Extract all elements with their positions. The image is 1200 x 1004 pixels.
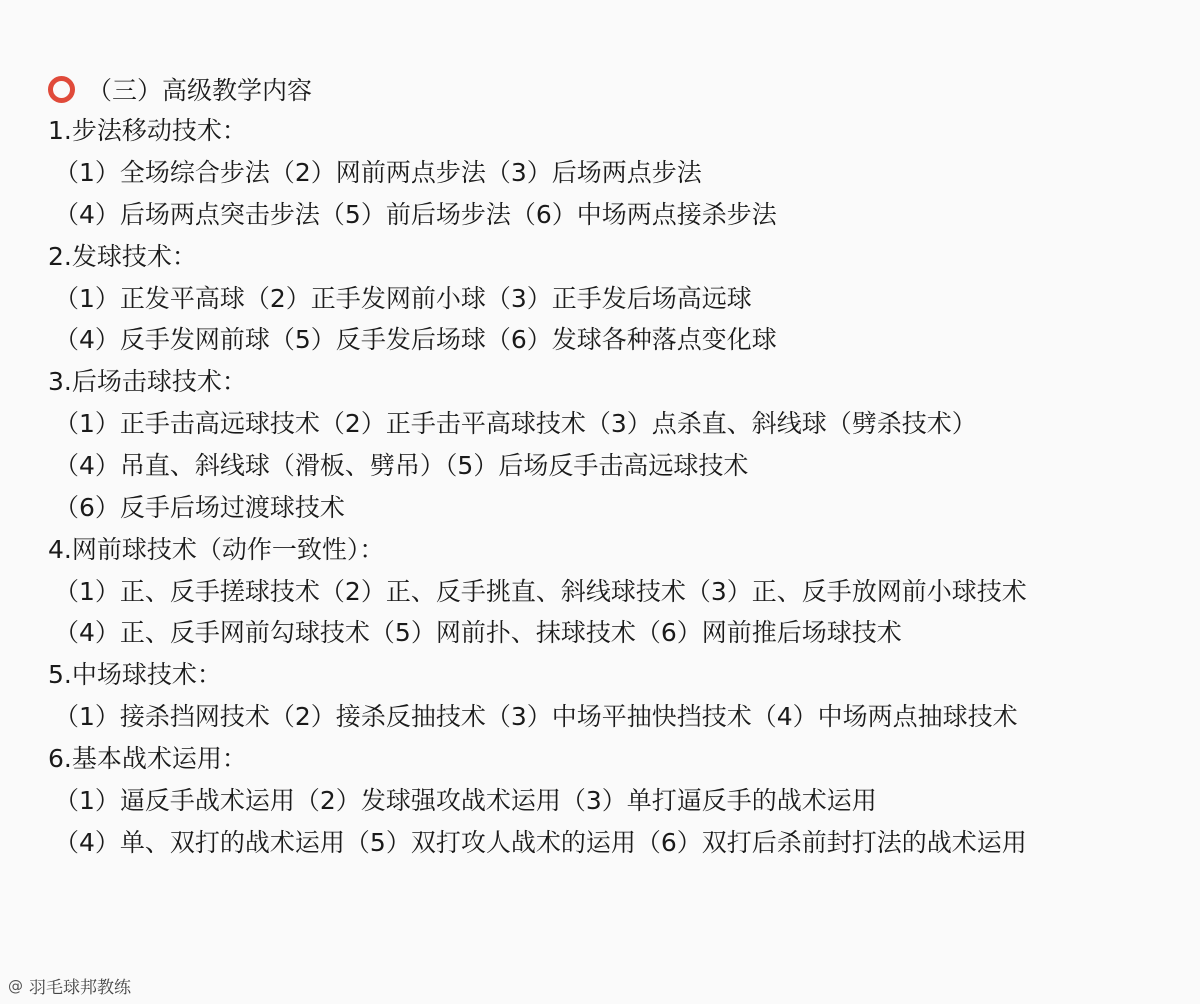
watermark [8, 973, 131, 998]
section-item-line: （4）吊直、斜线球（滑板、劈吊）（5）后场反手击高远球技术 [54, 450, 749, 480]
section-heading: 1.步法移动技术： [48, 116, 247, 145]
section-item-line: （4）单、双打的战术运用（5）双打攻人战术的运用（6）双打后杀前封打法的战术运用 [54, 827, 1027, 857]
section-item-line: （1）接杀挡网技术（2）接杀反抽技术（3）中场平抽快挡技术（4）中场两点抽球技术 [54, 702, 1018, 732]
section-item-line: （1）全场综合步法（2）网前两点步法（3）后场两点步法 [54, 158, 702, 187]
section-heading: 4.网前球技术（动作一致性）： [48, 534, 385, 564]
section-item-line: （1）正手击高远球技术（2）正手击平高球技术（3）点杀直、斜线球（劈杀技术） [54, 409, 977, 439]
watermark-text: 羽毛球邦教练 [29, 978, 131, 998]
at-sign-icon: @ [8, 976, 23, 995]
page-title: （三）高级教学内容 [87, 76, 313, 105]
title-row [48, 68, 1168, 110]
section-heading: 5.中场球技术： [48, 660, 222, 690]
section-heading: 2.发球技术： [48, 241, 197, 271]
section-heading: 3.后场击球技术： [48, 367, 247, 397]
section-item-line: （4）后场两点突击步法（5）前后场步法（6）中场两点接杀步法 [54, 199, 777, 229]
section-item-line: （1）正发平高球（2）正手发网前小球（3）正手发后场高远球 [54, 283, 752, 313]
red-circle-icon [48, 76, 75, 103]
section-item-line: （1）逼反手战术运用（2）发球强攻战术运用（3）单打逼反手的战术运用 [54, 785, 877, 815]
section-item-line: （4）反手发网前球（5）反手发后场球（6）发球各种落点变化球 [54, 325, 777, 355]
section-item-line: （6）反手后场过渡球技术 [54, 492, 345, 522]
section-item-line: （1）正、反手搓球技术（2）正、反手挑直、斜线球技术（3）正、反手放网前小球技术 [54, 576, 1027, 606]
document-content [48, 68, 1168, 864]
section-heading: 6.基本战术运用： [48, 743, 247, 773]
sections-container [48, 110, 1168, 864]
section-item-line: （4）正、反手网前勾球技术（5）网前扑、抹球技术（6）网前推后场球技术 [54, 618, 902, 648]
